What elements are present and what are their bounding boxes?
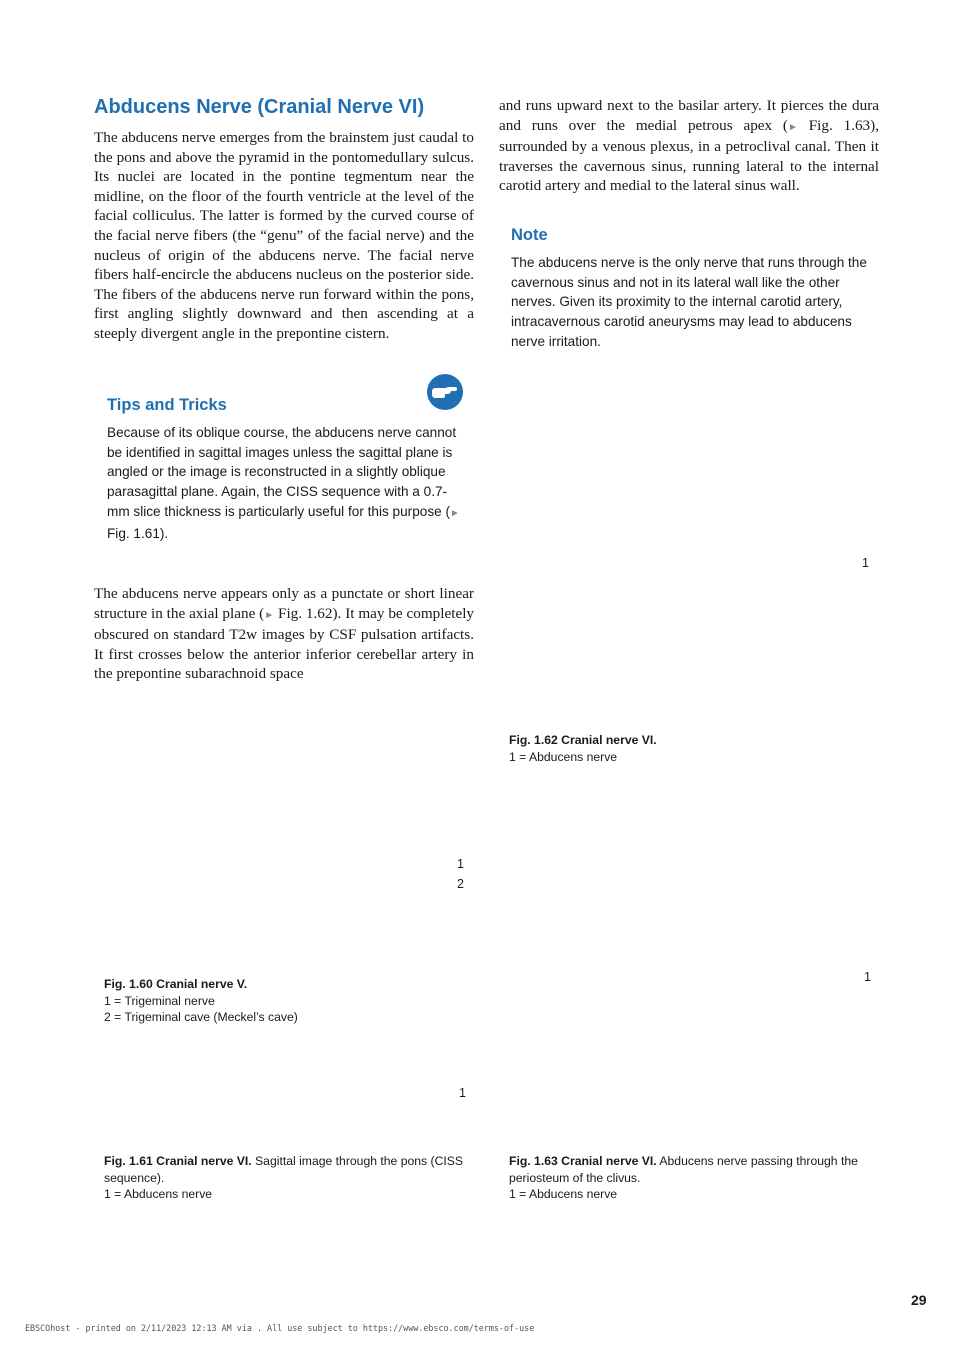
note-text: The abducens nerve is the only nerve that runs through the cavernous sinus and not in its lateral wall like the other nerves. Given its proximity to the internal carotid artery, intracavernous carotid aneurysms may lead to abducens nerve irritation. — [511, 255, 867, 349]
print-footer: EBSCOhost - printed on 2/11/2023 12:13 AM via . All use subject to https://www.ebsco.com/terms-of-use — [25, 1323, 535, 1333]
figure-1-63-caption: Fig. 1.63 Cranial nerve VI. Abducens nerve passing through the periosteum of the clivus. 1 = Abducens nerve — [509, 1154, 858, 1202]
tips-box — [107, 376, 465, 543]
note-title: Note — [511, 226, 548, 244]
tips-title: Tips and Tricks — [107, 396, 227, 414]
reference-arrow-icon: ► — [788, 121, 798, 133]
figure-1-61-image — [94, 1040, 474, 1145]
pointing-hand-icon — [427, 374, 463, 410]
figure-1-60-image — [94, 692, 474, 972]
reference-arrow-icon: ► — [449, 507, 460, 519]
reference-arrow-icon: ► — [264, 609, 275, 621]
figure-1-63-image — [498, 780, 878, 1145]
figure-label: 2 — [457, 877, 464, 891]
note-box — [511, 226, 867, 352]
continued-paragraph: and runs upward next to the basilar artery. It pierces the dura and runs over the medial petrous apex (► Fig. 1.63), surrounded by a venous plexus, in a petroclival canal. Then it traverses the cavernous sinus, running lateral to the internal carotid artery and medial to the lateral sinus wall. — [499, 97, 880, 195]
page-number: 29 — [911, 1292, 927, 1308]
figure-1-62-image — [498, 365, 878, 720]
fig-ref-1-62[interactable]: Fig. 1.62 — [278, 604, 333, 622]
tips-text: Because of its oblique course, the abducens nerve cannot be identified in sagittal images unless the sagittal plane is angled or the image is reconstructed in a slightly oblique parasagittal plane. Again, the CISS sequence with a 0.7-mm slice thickness is particularly useful for this purpose (► Fig. 1.61). — [107, 425, 460, 541]
figure-label: 1 — [457, 857, 464, 871]
section-heading: Abducens Nerve (Cranial Nerve VI) — [94, 96, 425, 118]
figure-1-60-caption: Fig. 1.60 Cranial nerve V. 1 = Trigeminal nerve 2 = Trigeminal cave (Meckel’s cave) — [104, 977, 298, 1025]
fig-ref-1-61[interactable]: Fig. 1.61 — [107, 525, 160, 541]
axial-paragraph: The abducens nerve appears only as a punctate or short linear structure in the axial plane (► Fig. 1.62). It may be completely obscured on standard T2w images by CSF pulsation artifacts. It first crosses below the anterior inferior cerebellar artery in the prepontine subarachnoid space — [94, 585, 475, 683]
fig-ref-1-63[interactable]: Fig. 1.63 — [808, 116, 871, 134]
figure-label: 1 — [862, 556, 869, 570]
figure-1-61-caption: Fig. 1.61 Cranial nerve VI. Sagittal image through the pons (CISS sequence). 1 = Abducens nerve — [104, 1154, 464, 1202]
figure-label: 1 — [864, 970, 871, 984]
figure-1-62-caption: Fig. 1.62 Cranial nerve VI. 1 = Abducens nerve — [509, 733, 657, 764]
figure-label: 1 — [459, 1086, 466, 1100]
intro-paragraph: The abducens nerve emerges from the brainstem just caudal to the pons and above the pyramid in the pontomedullary sulcus. Its nuclei are located in the pontine tegmentum near the midline, on the floor of the fourth ventricle at the level of the facial colliculus. The latter is formed by the curved course of the facial nerve fibers (the “genu” of the facial nerve) and the nucleus of origin of the abducens nerve. The facial nerve fibers half-encircle the abducens nucleus on the posterior side. The fibers of the abducens nerve run forward within the pons, first angling slightly downward and then ascending at a steeply divergent angle in the prepontine cistern. — [94, 129, 474, 342]
